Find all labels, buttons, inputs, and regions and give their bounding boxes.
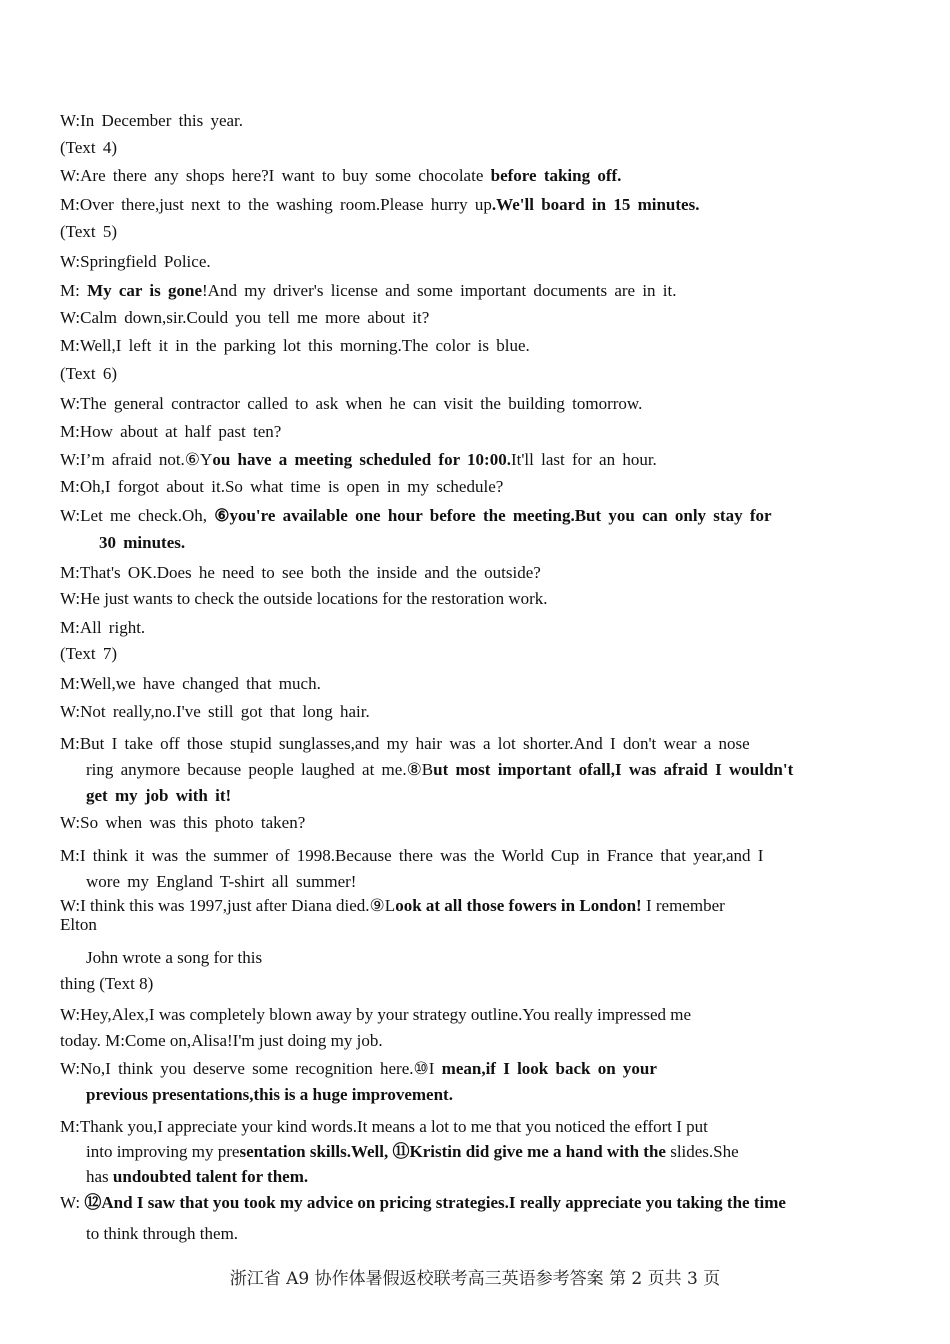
text-line (60, 1004, 691, 1026)
dialogue-text: M:Over there,just next to the washing room.Please hurry up (60, 195, 492, 214)
answer-highlight-text: My car is gone (87, 281, 203, 300)
dialogue-text: into improving my pre (86, 1142, 240, 1161)
dialogue-text: wore my England T-shirt all summer! (86, 872, 357, 891)
text-line (86, 1166, 308, 1188)
text-line (60, 505, 772, 527)
text-line (60, 1116, 708, 1138)
text-line (60, 895, 725, 917)
answer-highlight-text: undoubted talent for them. (112, 1167, 309, 1186)
dialogue-text: W:So when was this photo taken? (60, 813, 306, 832)
text-line (60, 137, 117, 159)
text-line (86, 759, 793, 781)
dialogue-text: W:I’m afraid not.⑥Y (60, 450, 213, 469)
answer-highlight-text: .We'll board in 15 minutes. (491, 195, 700, 214)
dialogue-text: M:Well,I left it in the parking lot this morning.The color is blue. (60, 336, 530, 355)
text-line (86, 1223, 238, 1245)
text-line (86, 785, 231, 807)
text-line (60, 1192, 786, 1214)
dialogue-text: has (86, 1167, 113, 1186)
text-line (60, 421, 281, 443)
dialogue-text: W:Not really,no.I've still got that long hair. (60, 702, 370, 721)
answer-highlight-text: ut most important ofall,I was afraid I wouldn't (433, 760, 794, 779)
dialogue-text: slides.She (670, 1142, 739, 1161)
text-line (86, 871, 356, 893)
text-line (60, 845, 763, 867)
dialogue-text: M:How about at half past ten? (60, 422, 282, 441)
text-line (60, 643, 117, 665)
text-line (60, 251, 211, 273)
text-line (60, 1030, 383, 1052)
dialogue-text: to think through them. (86, 1224, 239, 1243)
dialogue-text: M:Thank you,I appreciate your kind words.It means a lot to me that you noticed the effort I put (60, 1117, 708, 1136)
text-line (60, 165, 621, 187)
dialogue-text: M:Well,we have changed that much. (60, 674, 321, 693)
text-line (60, 1058, 657, 1080)
answer-highlight-text: 30 minutes. (99, 533, 186, 552)
dialogue-text: today. M:Come on,Alisa!I'm just doing my job. (60, 1031, 383, 1050)
dialogue-text: M:All right. (60, 618, 146, 637)
text-line (60, 221, 117, 243)
dialogue-text: W:I think this was 1997,just after Diana died.⑨L (60, 896, 396, 915)
dialogue-text: W:Hey,Alex,I was completely blown away by your strategy outline.You really impressed me (60, 1005, 692, 1024)
dialogue-text: thing (Text 8) (60, 974, 154, 993)
answer-highlight-text: before taking off. (490, 166, 622, 185)
dialogue-text: M:That's OK.Does he need to see both the inside and the outside? (60, 563, 541, 582)
dialogue-text: Elton (60, 915, 97, 934)
dialogue-text: John wrote a song for this (86, 948, 263, 967)
text-line (60, 476, 503, 498)
text-line (60, 110, 243, 132)
dialogue-text: W:Are there any shops here?I want to buy some chocolate (60, 166, 491, 185)
answer-highlight-text: ou have a meeting scheduled for 10:00. (212, 450, 511, 469)
text-line (86, 1141, 739, 1163)
text-line (60, 914, 97, 936)
text-line (60, 194, 699, 216)
dialogue-text: W: (60, 1193, 85, 1212)
text-line (60, 363, 117, 385)
dialogue-text: W:The general contractor called to ask when he can visit the building tomorrow. (60, 394, 643, 413)
text-line (60, 701, 370, 723)
dialogue-text: M: (60, 281, 88, 300)
text-line (60, 617, 145, 639)
answer-highlight-text: get my job with it! (86, 786, 232, 805)
dialogue-text: W:He just wants to check the outside locations for the restoration work. (60, 589, 548, 608)
text-line (60, 449, 657, 471)
dialogue-text: (Text 6) (60, 364, 118, 383)
dialogue-text: It'll last for an hour. (510, 450, 657, 469)
text-line (60, 562, 541, 584)
dialogue-text: (Text 7) (60, 644, 118, 663)
page-footer: 浙江省 A9 协作体暑假返校联考高三英语参考答案 第 2 页共 3 页 (229, 1269, 721, 1289)
answer-highlight-text: previous presentations,this is a huge improvement. (86, 1085, 453, 1104)
dialogue-text: !And my driver's license and some important documents are in it. (202, 281, 677, 300)
text-line (99, 532, 185, 554)
answer-highlight-text: mean,if I look back on your (441, 1059, 657, 1078)
answer-highlight-text: ook at all those fowers in London! (395, 896, 642, 915)
dialogue-text: ring anymore because people laughed at me.⑧B (86, 760, 434, 779)
dialogue-text: M:Oh,I forgot about it.So what time is open in my schedule? (60, 477, 504, 496)
dialogue-text: I remember (641, 896, 725, 915)
answer-highlight-text: sentation skills.Well, ⑪Kristin did give me a hand with the (239, 1142, 671, 1161)
dialogue-text: W:No,I think you deserve some recognition here.⑩I (60, 1059, 442, 1078)
dialogue-text: M:But I take off those stupid sunglasses,and my hair was a lot shorter.And I don't wear a nose (60, 734, 750, 753)
text-line (86, 947, 262, 969)
text-line (60, 335, 530, 357)
dialogue-text: (Text 4) (60, 138, 118, 157)
dialogue-text: W:Springfield Police. (60, 252, 211, 271)
answer-highlight-text: ⑥you're available one hour before the meeting.But you can only stay for (214, 506, 772, 525)
text-line (60, 307, 429, 329)
text-line (60, 812, 305, 834)
answer-highlight-text: ⑫And I saw that you took my advice on pricing strategies.I really appreciate you taking the time (84, 1193, 786, 1212)
text-line (86, 1084, 453, 1106)
text-line (60, 393, 642, 415)
dialogue-text: M:I think it was the summer of 1998.Because there was the World Cup in France that year,and I (60, 846, 764, 865)
text-line (60, 973, 153, 995)
dialogue-text: W:Calm down,sir.Could you tell me more about it? (60, 308, 430, 327)
text-line (60, 280, 677, 302)
dialogue-text: W:In December this year. (60, 111, 244, 130)
dialogue-text: W:Let me check.Oh, (60, 506, 215, 525)
dialogue-text: (Text 5) (60, 222, 118, 241)
text-line (60, 673, 321, 695)
text-line (60, 733, 750, 755)
text-line (60, 588, 548, 610)
